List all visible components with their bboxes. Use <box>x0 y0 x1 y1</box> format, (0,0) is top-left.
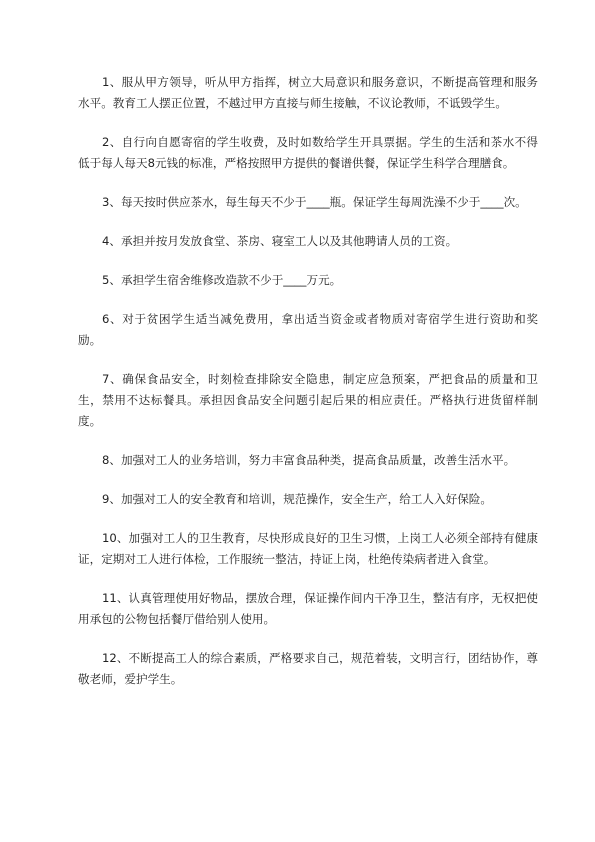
clause-7: 7、确保食品安全，时刻检查排除安全隐患，制定应急预案，严把食品的质量和卫生，禁用不达标餐具。承担因食品安全问题引起后果的相应责任。严格执行进货留样制度。 <box>78 372 538 428</box>
clause-12: 12、不断提高工人的综合素质，严格要求自己，规范着装，文明言行，团结协作，尊敬老师，爱护学生。 <box>78 651 538 686</box>
clause-8: 8、加强对工人的业务培训，努力丰富食品种类，提高食品质量，改善生活水平。 <box>102 453 516 467</box>
clause-5: 5、承担学生宿舍维修改造款不少于____万元。 <box>102 273 342 287</box>
clause-1: 1、服从甲方领导，听从甲方指挥，树立大局意识和服务意识，不断提高管理和服务水平。教育工人摆正位置，不越过甲方直接与师生接触，不议论教师，不诋毁学生。 <box>78 75 538 110</box>
clause-9: 9、加强对工人的安全教育和培训，规范操作，安全生产，给工人入好保险。 <box>102 492 492 506</box>
clause-4: 4、承担并按月发放食堂、茶房、寝室工人以及其他聘请人员的工资。 <box>102 234 458 248</box>
document-body <box>78 72 538 708</box>
clause-6: 6、对于贫困学生适当减免费用，拿出适当资金或者物质对寄宿学生进行资助和奖励。 <box>78 312 538 347</box>
clause-10: 10、加强对工人的卫生教育，尽快形成良好的卫生习惯，上岗工人必须全部持有健康证，定期对工人进行体检，工作服统一整洁，持证上岗，杜绝传染病者进入食堂。 <box>78 531 538 566</box>
clause-3: 3、每天按时供应茶水，每生每天不少于____瓶。保证学生每周洗澡不少于____次。 <box>102 195 527 209</box>
clause-11: 11、认真管理使用好物品，摆放合理，保证操作间内干净卫生，整洁有序，无权把使用承包的公物包括餐厅借给别人使用。 <box>78 591 538 626</box>
clause-2: 2、自行向自愿寄宿的学生收费，及时如数给学生开具票据。学生的生活和茶水不得低于每人每天8元钱的标准，严格按照甲方提供的餐谱供餐，保证学生科学合理膳食。 <box>78 135 538 170</box>
